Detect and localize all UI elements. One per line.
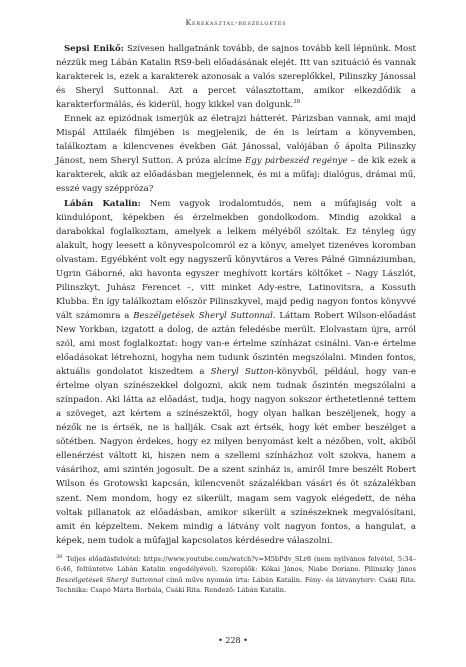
footnote-italic-title: Beszélgetések Sheryl Suttonnal: [56, 575, 164, 584]
paragraph-1: [56, 42, 416, 112]
paragraph-3: [56, 197, 416, 548]
running-head: Kerekasztal-beszélgetés: [185, 18, 287, 27]
footnote-number: 38: [56, 553, 63, 560]
paragraph-2: [56, 112, 416, 196]
paragraph-text: Szívesen hallgatnánk tovább, de sajnos tovább kell lépnünk. Most nézzük meg Lábán Katalin RS9-beli előadásának elejét. Itt van szituáció és vannak karakterek is, ezek a karakterek azonosak a valós szereplőkkel, Pilinszky Jánossal és Sheryl Suttonnal. Azt a percet választottam, amikor elkezdődik a karakterformálás, és kiderül, hogy kikkel van dolgunk.: [56, 44, 416, 111]
footnote: [56, 554, 416, 595]
footnote-text: Teljes előadásfelvétel: https://www.youtube.com/watch?v=M5bPdv_SLr8 (nem nyilvános felvétel, 5:34–6:46, feltüntetve Lábán Katalin engedélyével). Szereplők: Kókai János, Niabe Doriane. Pilinszky János: [56, 555, 416, 574]
footnote-text: című műve nyomán írta: Lábán Katalin. Fény- és látványterv: Csáki Rita. Technika: Csapó Márta Borbála, Csáki Rita. Rendező: Lábán Katalin.: [56, 575, 416, 594]
page-number: • 228 •: [218, 636, 248, 645]
paragraph-text: Ennek az epizódnak ismerjük az életrajzi hátterét. Párizsban vannak, ami majd Mispál Attilaék filmjében is megjelenik, de én is leírtam a könyvemben, találkoztam a kilencvenes években Gát Jánossal, valójában ő ápolta Pilinszky Jánost, nem Sheryl Sutton. A próza alcíme: [56, 114, 416, 167]
paragraph-text: -könyvből, például, hogy van-e értelme olyan színészekkel dolgozni, akik nem tudnak őszintén megszólalni a színpadon. Aki látta az előadást, tudja, hogy nagyon sokszor érthetetlenné tettem a szöveget, azt kértem a színészektől, hogy olyan halkan beszéljenek, hogy a nézők ne is értsék, ne is hallják. Csak azt értsék, hogy két ember beszélget a sötétben. Nagyon érdekes, hogy ez milyen benyomást kelt a nézőben, volt, akiből ellenérzést váltott ki, hiszen nem a szellemi színházhoz volt szokva, hanem a vásárihoz, ami szintén jogosult. De a szent színház is, amiről Imre beszélt Robert Wilson és Grotowski kapcsán, kilencvenöt százalékban vásári és öt százalékban szent. Nem mondom, hogy ez sikerült, magam sem vagyok elégedett, de néha voltak pillanatok az előadásban, amikor sikerült a színészeknek megvalósítani, amit én képzeltem. Nekem mindig a látvány volt nagyon fontos, a hangulat, a képek, nem tudok a műfajjal kapcsolatos kérdésedre válaszolni.: [56, 367, 417, 546]
body-text: [56, 42, 416, 548]
paragraph-text: – de kik ezek a karakterek, akik az előadásban megjelennek, és mi a műfaj: dialógus, drámai mű, esszé vagy széppróza?: [56, 156, 416, 195]
italic-title: Egy párbeszéd regénye: [245, 156, 348, 167]
italic-title: Sheryl Sutton: [210, 367, 274, 378]
paragraph-text: . Láttam Robert Wilson-előadást New Yorkban, izgatott a dolog, de aztán feledésbe merült. Elolvastam újra, arról szól, ami most foglalkoztat: hogy van-e értelme színházat csinálni. Van-e értelme előadásokat létrehozni, hogyha nem tudunk őszintén megszólalni. Minden fontos, aktuális gondolatot kiszedtem a: [56, 310, 416, 378]
paragraph-text: Nem vagyok irodalomtudós, nem a műfajiság volt a kiindulópont, képekben és érzelmekben gondolkodom. Mindig azokkal a darabokkal foglalkoztam, amelyek a lelkem mélyéből szóltak. Ez tényleg úgy alakult, hogy leesett a könyvespolcomról ez a könyv, amelyet tizenéves koromban olvastam. Egyébként volt egy nagyszerű könyvtáros a Veres Pálné Gimnáziumban, Ugrin Gáborné, aki havonta egyszer meghívott kortárs költőket – Nagy Lászlót, Pilinszkyt, Juhász Ferencet –, vitt minket Ady-estre, Latinovitsra, a Kossuth Klubba. Én így találkoztam először Pilinszkyvel, majd pedig nagyon fontos könyvvé vált számomra a: [56, 198, 416, 321]
italic-title: Beszélgetések Sheryl Suttonnal: [133, 310, 273, 321]
speaker-name: Lábán Katalin:: [64, 198, 141, 209]
speaker-name: Sepsi Enikő:: [64, 44, 124, 54]
footnote-reference[interactable]: 38: [293, 99, 301, 106]
